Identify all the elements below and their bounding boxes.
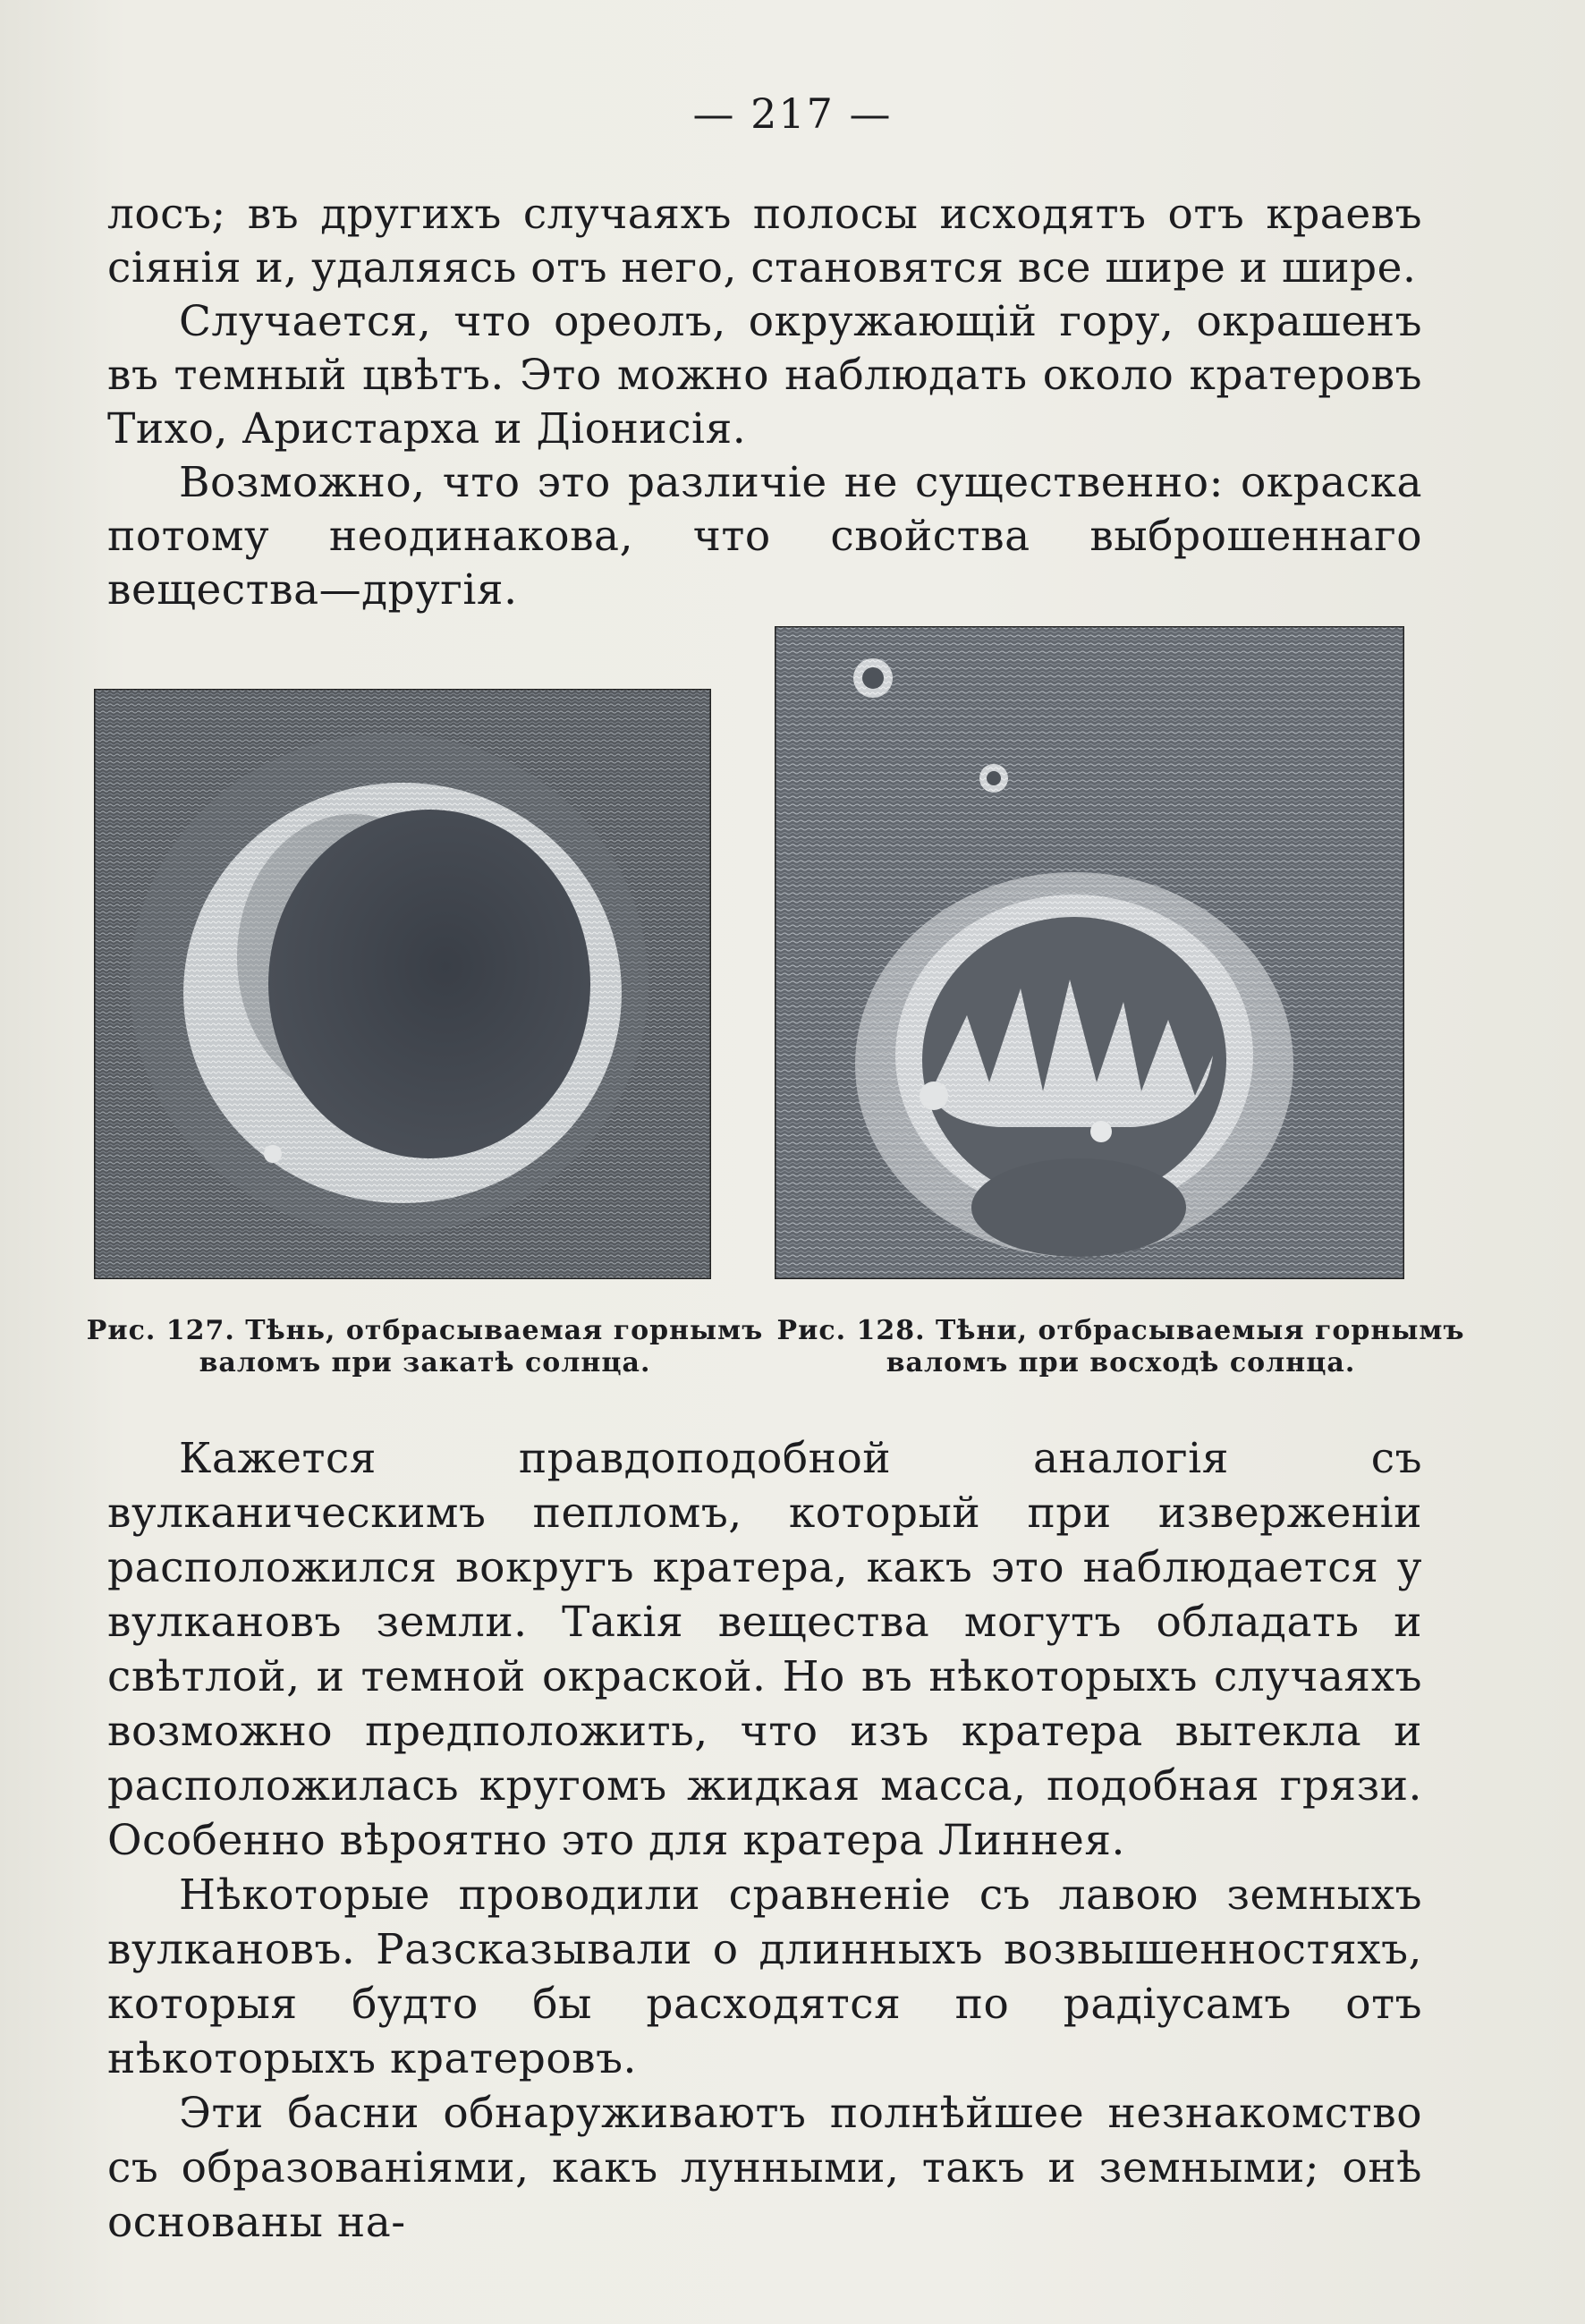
figure-127-caption — [63, 1315, 787, 1379]
top-text-block — [107, 188, 1422, 617]
bottom-text-block — [107, 1431, 1422, 2250]
paragraph-lava-comparison: Нѣкоторые проводили сравненіе съ лавою земныхъ вулкановъ. Разсказывали о длинныхъ возвышенностяхъ, которыя будто бы расходятся по радіусамъ отъ нѣкоторыхъ кратеровъ. — [107, 1870, 1422, 2083]
page-number: — 217 — — [692, 89, 893, 138]
crater-sunrise-illustration — [775, 626, 1404, 1279]
figure-128-caption-text: Тѣни, отбрасываемыя горнымъ валомъ при восходѣ солнца. — [886, 1315, 1465, 1378]
crater-sunset-illustration — [94, 689, 711, 1279]
paragraph-volcanic-ash: Кажется правдоподобной аналогія съ вулканическимъ пепломъ, который при изверженіи расположился вокругъ кратера, какъ это наблюдается у вулкановъ земли. Такія вещества могутъ обладать и свѣтлой, и темной окраской. Но въ нѣкоторыхъ случаяхъ возможно предположить, что изъ кратера вытекла и расположилась кругомъ жидкая масса, подобная грязи. Особенно вѣроятно это для кратера Линнея. — [107, 1434, 1422, 1865]
paragraph-fables: Эти басни обнаруживаютъ полнѣйшее незнакомство съ образованіями, какъ лунными, такъ и земными; онѣ основаны на- — [107, 2089, 1422, 2247]
figure-127-engraving — [94, 689, 711, 1279]
figure-128-caption-number: Рис. 128. — [776, 1315, 926, 1346]
paragraph-continued: лосъ; въ другихъ случаяхъ полосы исходятъ отъ краевъ сіянія и, удаляясь отъ него, становятся все шире и шире. — [107, 190, 1422, 293]
figure-128-engraving — [775, 626, 1404, 1279]
paragraph-difference: Возможно, что это различіе не существенно: окраска потому неодинакова, что свойства выброшеннаго вещества—другія. — [107, 458, 1422, 615]
figure-128-caption — [776, 1315, 1465, 1379]
paragraph-halo-dark: Случается, что ореолъ, окружающій гору, окрашенъ въ темный цвѣтъ. Это можно наблюдать около кратеровъ Тихо, Аристарха и Діонисія. — [107, 297, 1422, 454]
figure-127-caption-number: Рис. 127. — [86, 1315, 235, 1346]
figure-127-caption-text: Тѣнь, отбрасываемая горнымъ валомъ при закатѣ солнца. — [199, 1315, 764, 1378]
